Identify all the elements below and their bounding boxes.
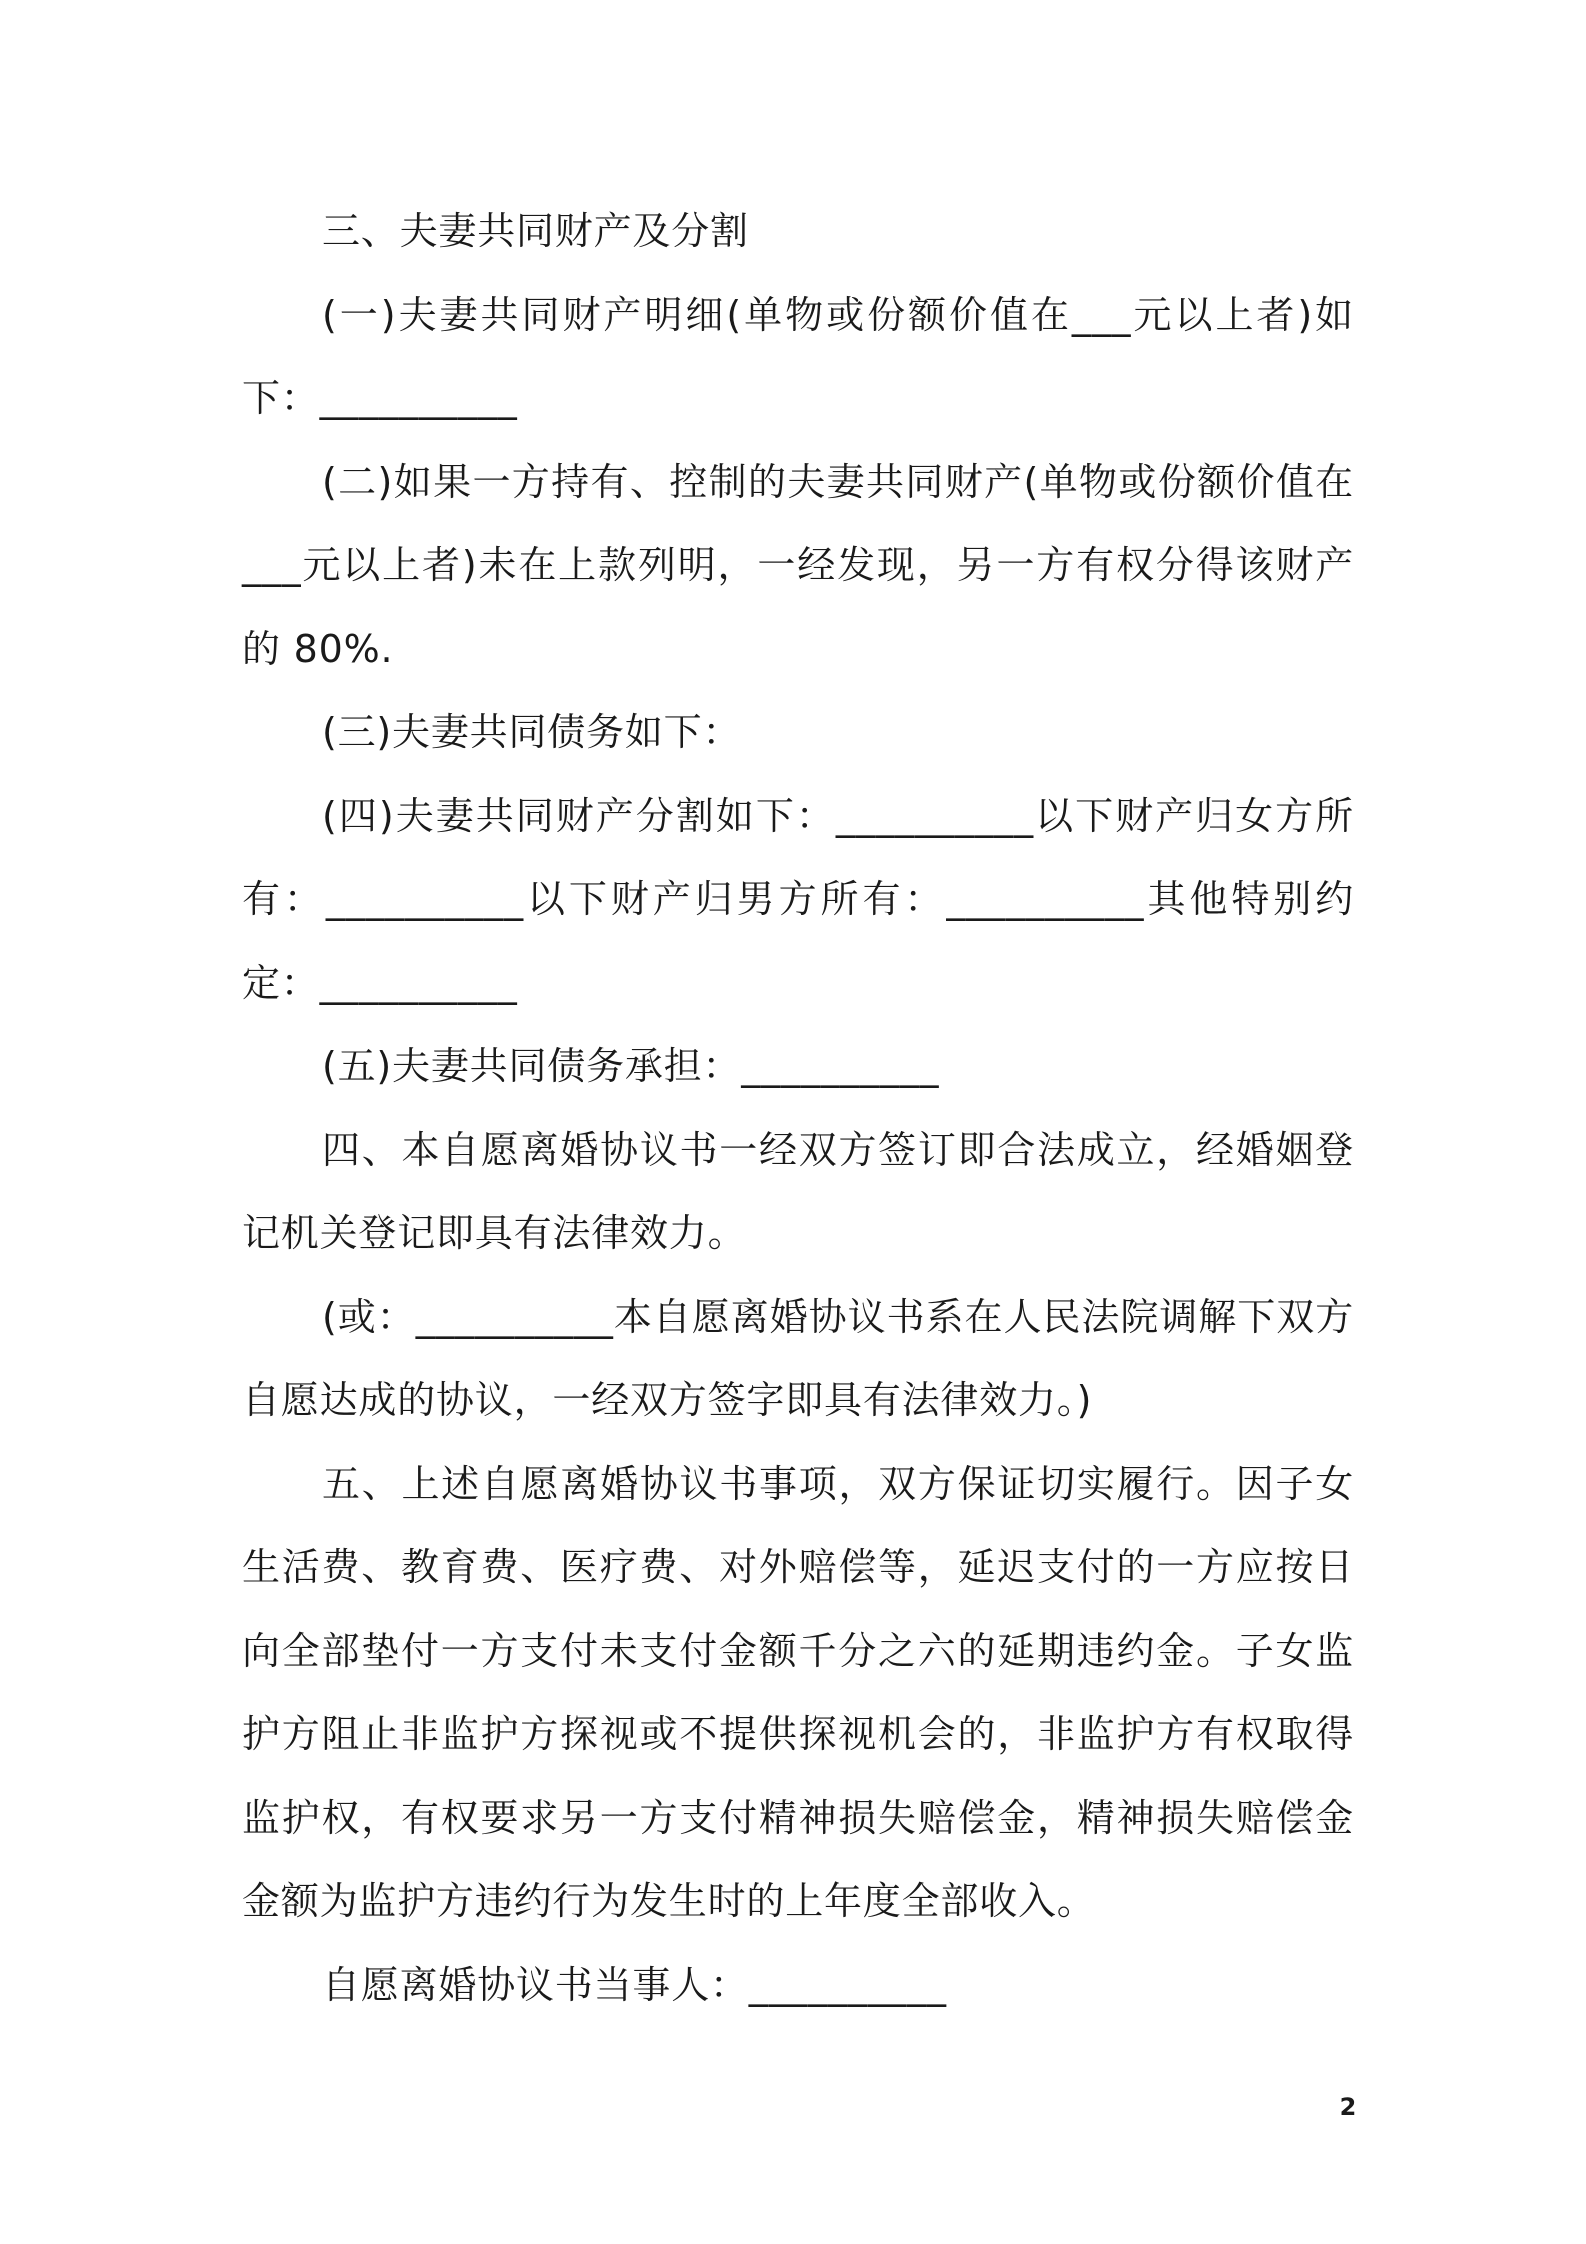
clause-joint-debts: (三)夫妻共同债务如下： bbox=[322, 710, 742, 754]
clause-court-mediation: (或：__________本自愿离婚协议书系在人民法院调解下双方自愿达成的协议，一经双方签字即具有法律效力。) bbox=[242, 1294, 1354, 1422]
clause-property-division: (四)夫妻共同财产分割如下：__________以下财产归女方所有：__________以下财产归男方所有：__________其他特别约定：__________ bbox=[242, 793, 1354, 1005]
document-body bbox=[242, 190, 1354, 2027]
page-number: 2 bbox=[1339, 2093, 1357, 2121]
signature-parties-line: 自愿离婚协议书当事人：__________ bbox=[322, 1962, 947, 2007]
clause-joint-property-list: (一)夫妻共同财产明细(单物或份额价值在___元以上者)如下：__________ bbox=[242, 292, 1354, 420]
clause-undisclosed-property: (二)如果一方持有、控制的夫妻共同财产(单物或份额价值在___元以上者)未在上款列明，一经发现，另一方有权分得该财产的 80%. bbox=[242, 459, 1354, 671]
section-heading-joint-property: 三、夫妻共同财产及分割 bbox=[322, 209, 749, 253]
clause-debt-bearing: (五)夫妻共同债务承担：__________ bbox=[322, 1044, 940, 1088]
section-performance-guarantee: 五、上述自愿离婚协议书事项，双方保证切实履行。因子女生活费、教育费、医疗费、对外赔偿等，延迟支付的一方应按日向全部垫付一方支付未支付金额千分之六的延期违约金。子女监护方阻止非监护方探视或不提供探视机会的，非监护方有权取得监护权，有权要求另一方支付精神损失赔偿金，精神损失赔偿金金额为监护方违约行为发生时的上年度全部收入。 bbox=[242, 1461, 1354, 1923]
section-effectiveness: 四、本自愿离婚协议书一经双方签订即合法成立，经婚姻登记机关登记即具有法律效力。 bbox=[242, 1127, 1354, 1255]
